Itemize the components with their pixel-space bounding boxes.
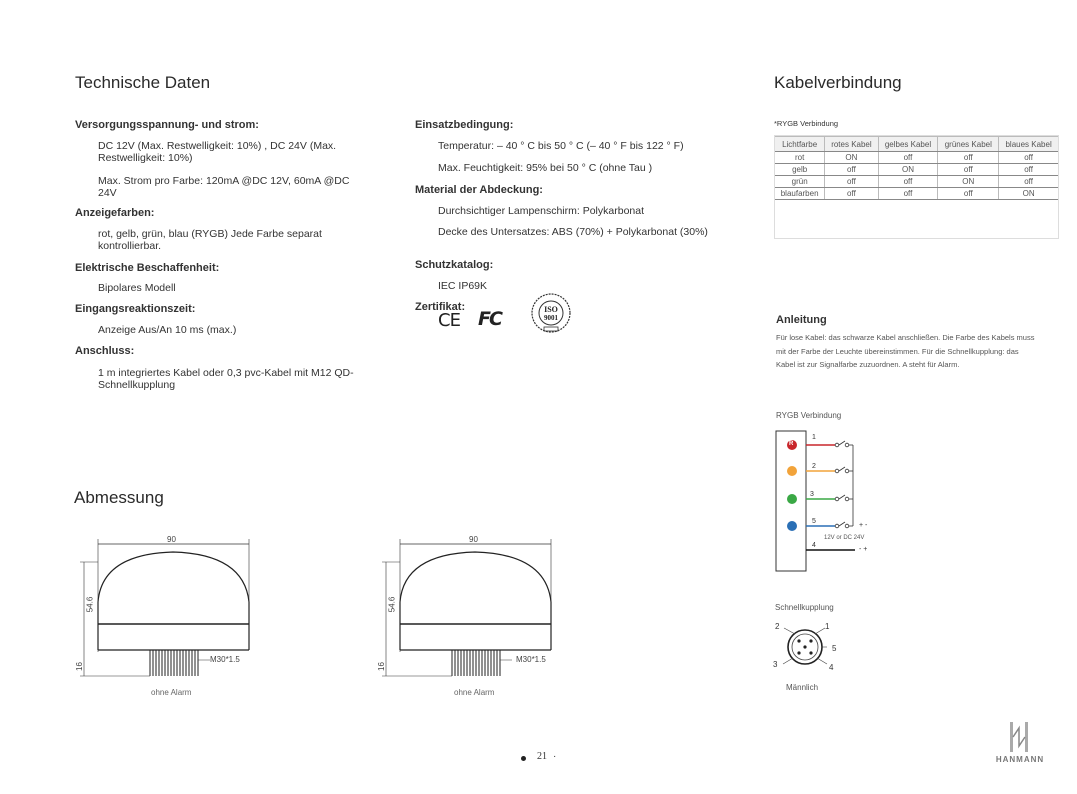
table-cell: blaufarben bbox=[775, 188, 825, 200]
table-cell: off bbox=[825, 176, 878, 188]
section-title-kabelverbindung: Kabelverbindung bbox=[774, 73, 902, 92]
table-header-cell: blaues Kabel bbox=[999, 137, 1058, 152]
connector-caption: Männlich bbox=[786, 683, 819, 692]
table-caption: *RYGB Verbindung bbox=[774, 119, 839, 128]
hanmann-logo bbox=[985, 718, 1055, 768]
spec-label-reaktionszeit: Eingangsreaktionszeit: bbox=[75, 303, 196, 315]
kabel-table-frame bbox=[774, 135, 1059, 239]
table-row bbox=[775, 164, 1058, 176]
table-cell: off bbox=[878, 176, 938, 188]
connector-pin-label: 3 bbox=[773, 660, 778, 669]
table-header-cell: Lichtfarbe bbox=[775, 137, 825, 152]
section-title-technische-daten: Technische Daten bbox=[75, 73, 211, 92]
dim-thread-label: M30*1.5 bbox=[516, 655, 546, 664]
wire-number: 3 bbox=[810, 491, 814, 498]
spec-label-anzeigefarben: Anzeigefarben: bbox=[75, 207, 155, 219]
kabel-table bbox=[775, 136, 1058, 200]
wiring-title: RYGB Verbindung bbox=[776, 411, 842, 420]
connector-pin-label: 5 bbox=[832, 644, 837, 653]
table-cell: off bbox=[825, 164, 878, 176]
anleitung-title: Anleitung bbox=[776, 314, 827, 326]
dimension-drawing-1 bbox=[72, 532, 272, 682]
iso-9001-logo-icon bbox=[530, 292, 572, 334]
svg-text:9001: 9001 bbox=[544, 314, 558, 322]
spec-label-einsatzbedingung: Einsatzbedingung: bbox=[415, 119, 514, 131]
table-cell: off bbox=[938, 152, 999, 164]
table-row bbox=[775, 152, 1058, 164]
spec-value: DC 12V (Max. Restwelligkeit: 10%) , DC 24V (Max. Restwelligkeit: 10%) bbox=[98, 140, 337, 164]
table-cell: ON bbox=[878, 164, 938, 176]
spec-value: IEC IP69K bbox=[438, 280, 488, 292]
table-cell: gelb bbox=[775, 164, 825, 176]
spec-label-versorgung: Versorgungsspannung- und strom: bbox=[75, 119, 259, 131]
table-cell: ON bbox=[999, 188, 1058, 200]
svg-text:ISO: ISO bbox=[544, 305, 558, 314]
spec-value: Bipolares Modell bbox=[98, 282, 176, 294]
page-number: 21 bbox=[537, 751, 547, 762]
spec-label-schutzkatalog: Schutzkatalog: bbox=[415, 259, 494, 271]
connector-pin-label: 4 bbox=[829, 663, 834, 672]
wire-number: 1 bbox=[812, 434, 816, 441]
table-cell: rot bbox=[775, 152, 825, 164]
table-cell: off bbox=[878, 152, 938, 164]
table-cell: ON bbox=[938, 176, 999, 188]
dim-height-label: 54.6 bbox=[387, 596, 397, 613]
dim-height-label: 54.6 bbox=[85, 596, 95, 613]
table-header-cell: grünes Kabel bbox=[938, 137, 999, 152]
wiring-diagram bbox=[775, 430, 870, 575]
table-cell: ON bbox=[825, 152, 878, 164]
spec-value: Anzeige Aus/An 10 ms (max.) bbox=[98, 324, 237, 336]
table-header-cell: rotes Kabel bbox=[825, 137, 878, 152]
page-bullet-icon bbox=[521, 756, 526, 761]
spec-label-elektrisch: Elektrische Beschaffenheit: bbox=[75, 262, 220, 274]
dim-base-label: 16 bbox=[376, 662, 386, 671]
table-cell: off bbox=[938, 188, 999, 200]
spec-label-zertifikat: Zertifikat: bbox=[415, 301, 466, 313]
table-header-cell: gelbes Kabel bbox=[878, 137, 938, 152]
wire-number: 4 bbox=[812, 542, 816, 549]
spec-label-anschluss: Anschluss: bbox=[75, 345, 135, 357]
table-cell: off bbox=[825, 188, 878, 200]
table-cell: off bbox=[878, 188, 938, 200]
spec-value: Max. Feuchtigkeit: 95% bei 50 ° C (ohne Tau ) bbox=[438, 162, 653, 174]
brand-name: HANMANN bbox=[995, 755, 1045, 764]
fc-logo-icon: FC bbox=[478, 308, 501, 330]
page-dot: · bbox=[553, 751, 557, 762]
spec-value: Max. Strom pro Farbe: 120mA @DC 12V, 60mA @DC 24V bbox=[98, 175, 350, 199]
spec-value: 1 m integriertes Kabel oder 0,3 pvc-Kabel mit M12 QD-Schnellkupplung bbox=[98, 367, 354, 391]
spec-value: Durchsichtiger Lampenschirm: Polykarbonat bbox=[438, 205, 645, 217]
wiring-supply-label: 12V or DC 24V bbox=[824, 535, 865, 541]
wire-number: 2 bbox=[812, 463, 816, 470]
spec-value: Decke des Untersatzes: ABS (70%) + Polykarbonat (30%) bbox=[438, 226, 708, 238]
dim-thread-label: M30*1.5 bbox=[210, 655, 240, 664]
wiring-r-label: R bbox=[789, 441, 794, 447]
wiring-plus-label: + - bbox=[859, 522, 868, 529]
drawing-caption: ohne Alarm bbox=[151, 688, 192, 697]
table-cell: off bbox=[999, 176, 1058, 188]
table-cell: grün bbox=[775, 176, 825, 188]
table-cell: off bbox=[999, 152, 1058, 164]
section-title-abmessung: Abmessung bbox=[74, 488, 164, 507]
connector-pin-label: 1 bbox=[825, 622, 830, 631]
table-cell: off bbox=[938, 164, 999, 176]
connector-pin-label: 2 bbox=[775, 622, 780, 631]
table-cell: off bbox=[999, 164, 1058, 176]
table-row bbox=[775, 176, 1058, 188]
dim-width-label: 90 bbox=[469, 535, 478, 544]
ce-logo-icon: CE bbox=[438, 310, 460, 331]
wiring-minus-label: - + bbox=[859, 546, 868, 553]
spec-value: rot, gelb, grün, blau (RYGB) Jede Farbe separat kontrollierbar. bbox=[98, 228, 322, 252]
connector-title: Schnellkupplung bbox=[775, 603, 834, 612]
table-row bbox=[775, 188, 1058, 200]
dim-width-label: 90 bbox=[167, 535, 176, 544]
spec-label-material: Material der Abdeckung: bbox=[415, 184, 543, 196]
dim-base-label: 16 bbox=[74, 662, 84, 671]
anleitung-text: Für lose Kabel: das schwarze Kabel anschließen. Die Farbe des Kabels muss mit der Farbe der Leuchte übereinstimmen. Für die Schnellkupplung: das Kabel ist zur Signalfarbe zuzuordnen. A steht für Alarm. bbox=[776, 333, 1035, 369]
drawing-caption: ohne Alarm bbox=[454, 688, 495, 697]
wire-number: 5 bbox=[812, 518, 816, 525]
spec-value: Temperatur: – 40 ° C bis 50 ° C (– 40 ° F bis 122 ° F) bbox=[438, 140, 684, 152]
